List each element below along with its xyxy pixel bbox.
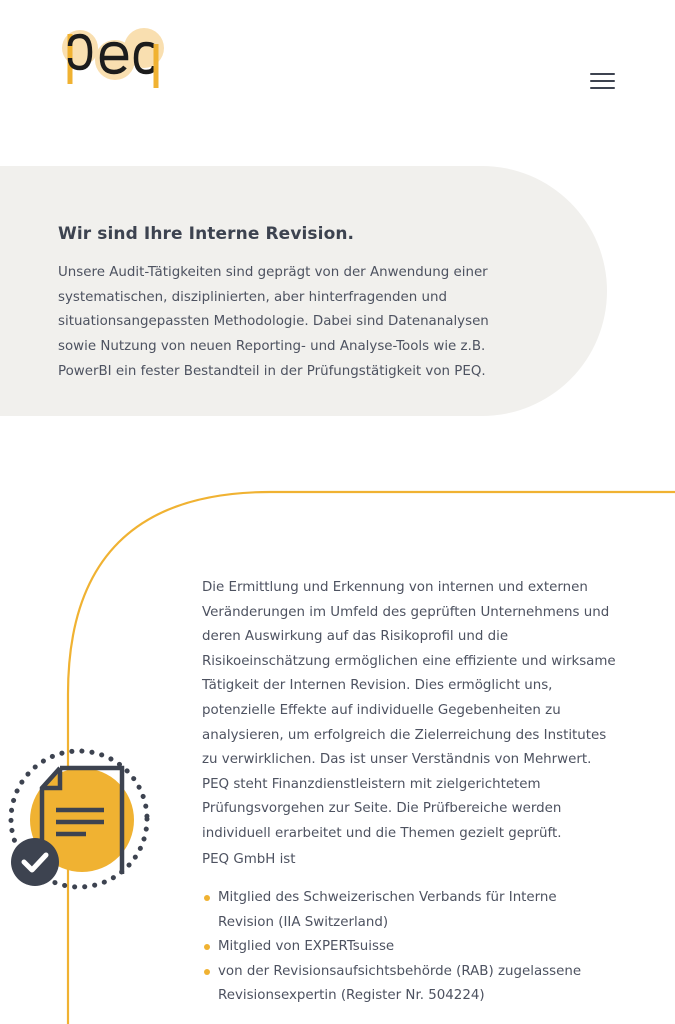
document-check-icon (4, 744, 154, 894)
peq-logo[interactable] (58, 22, 173, 94)
main-text: Die Ermittlung und Erkennung von internen und externen Veränderungen im Umfeld des geprüften Unternehmens und deren Auswirkung auf das Risikoprofil und die Risikoeinschätzung ermöglichen eine effiziente und wirksame Tätigkeit der Internen Revision. Dies ermöglicht uns, potenzielle Effekte auf individuelle Gegebenheiten zu analysieren, um erfolgreich die Zielerreichung des Institutes zu verwirklichen. Das ist unser Verständnis von Mehrwert. PEQ steht Finanzdienstleistern mit zielgerichtetem Prüfungsvorgehen zur Seite. Die Prüfbereiche werden individuell erarbeitet und die Themen gezielt geprüft. (202, 580, 616, 841)
bullet-icon (204, 944, 210, 950)
peq-logo-graphic (58, 22, 173, 94)
company-line: PEQ GmbH ist (202, 852, 296, 867)
bullet-icon (204, 969, 210, 975)
hamburger-menu-icon (590, 73, 615, 75)
membership-item (202, 935, 612, 960)
menu-button[interactable] (588, 68, 618, 94)
site-header (0, 0, 675, 140)
membership-item-text: Mitglied von EXPERTsuisse (218, 939, 395, 955)
bullet-icon (204, 895, 210, 901)
intro-text: Unsere Audit-Tätigkeiten sind geprägt von der Anwendung einer systematischen, disziplinierten, aber hinterfragenden und situationsangepassten Methodologie. Dabei sind Datenanalysen sowie Nutzung von neuen Reporting- und Analyse-Tools wie z.B. PowerBI ein fester Bestandteil in der Prüfungstätigkeit von PEQ. (58, 265, 489, 379)
membership-item-text: von der Revisionsaufsichtsbehörde (RAB) zugelassene Revisionsexpertin (Register Nr. 504224) (218, 963, 582, 1004)
document-check-illustration (4, 744, 154, 894)
membership-list (202, 886, 612, 1009)
membership-item (202, 960, 612, 1009)
membership-item (202, 886, 612, 935)
intro-title: Wir sind Ihre Interne Revision. (58, 224, 355, 244)
membership-item-text: Mitglied des Schweizerischen Verbands für Interne Revision (IIA Switzerland) (218, 890, 557, 930)
